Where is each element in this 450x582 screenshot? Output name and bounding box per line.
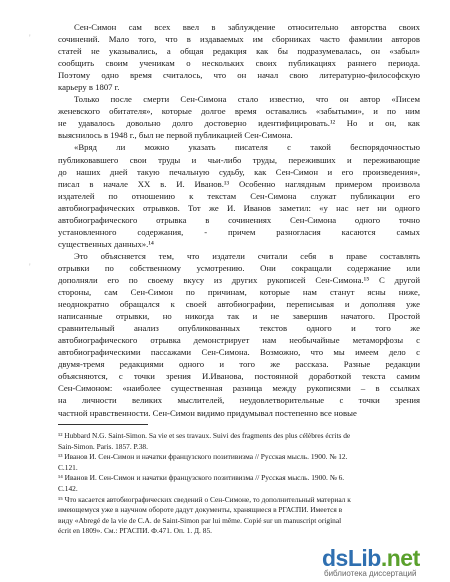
text-line: автобиографическими пассажами Сен-Симона. Возможно, что мы имеем дело с	[58, 347, 420, 358]
text-line: неоднократно обращался к своей автобиографии, переписывая и дополняя уже	[58, 299, 420, 310]
text-line: статей не указывались, а общая редакция как бы подразумевалась, он «забыл»	[58, 46, 420, 57]
footnote-line: ¹⁵ Что касается автобиографических сведений о Сен-Симоне, то дополнительный материал к	[58, 494, 351, 504]
text-line: «Вряд ли можно указать писателя с такой беспорядочностью	[74, 142, 420, 153]
dslib-watermark[interactable]	[322, 545, 446, 579]
footnotes	[58, 431, 420, 537]
footnote	[58, 473, 420, 494]
text-line: издателей по отношению к текстам Сен-Симона служат публикации его	[58, 190, 420, 201]
text-line: Сен-Симоном: «наиболее существенная разница между рукописями – в ссылках	[58, 383, 420, 394]
text-line: Поэтому одно время считалось, что он начал свою литературно-философскую	[58, 70, 420, 81]
text-line: частной нравственности. Сен-Симон видимо придумывал постепенно все новые	[58, 407, 357, 418]
text-line: дополняли его по своему вкусу из других рукописей Сен-Симона.¹⁵ С другой	[58, 274, 420, 285]
scan-mark-mid: '	[29, 262, 31, 272]
watermark-subtitle: библиотека диссертаций	[324, 569, 417, 578]
text-line: сравнительный анализ опубликованных текстов одного и того же	[58, 323, 420, 334]
text-line: автобиографических отрывков. Тот же И. Иванов заметил: «у нас нет ни одного	[58, 202, 420, 213]
footnote-line: ¹⁴ Иванов И. Сен-Симон и начатки французского позитивизма // Русская мысль. 1900. № 6.	[58, 473, 345, 483]
footnote	[58, 452, 420, 473]
paragraph	[58, 21, 420, 93]
body-text	[58, 21, 420, 419]
paragraph	[58, 250, 420, 419]
footnote-separator	[58, 424, 148, 425]
text-line: написанные отрывки, но никогда так и не завершив начатого. Простой	[58, 311, 420, 322]
dslib-logo: dsLib.net	[322, 545, 420, 571]
text-line: на личности великих мыслителей, неудовлетворительные с точки зрения	[58, 395, 420, 406]
footnote-line: écrit en 1809». См.: РГАСПИ. Ф.471. Оп. 1. Д. 85.	[58, 526, 212, 536]
text-line: до наших дней такую печальную судьбу, как Сен-Симон и его произведения»,	[58, 166, 420, 177]
text-line: существенных данных».¹⁴	[58, 238, 154, 249]
footnote	[58, 495, 420, 537]
text-line: Сен-Симон сам всех ввел в заблуждение относительно авторства своих	[74, 22, 420, 32]
paragraph	[58, 141, 420, 249]
text-line: Только после смерти Сен-Симона стало известно, что он автор «Писем	[74, 94, 420, 105]
footnote-line: ¹² Hubbard N.G. Saint-Simon. Sa vie et ses travaux. Suivi des fragments des plus célèbres écrits de	[58, 431, 351, 440]
text-line: автобиографического отрывка в сочинениях Сен-Симона одного точно	[58, 214, 420, 225]
footnote	[58, 431, 420, 452]
footnote-line: виду «Abregé de la vie de C.A. de Saint-Simon par lui même. Copié sur un manuscript original	[58, 515, 342, 525]
paragraph	[58, 93, 420, 141]
footnote-line: ¹³ Иванов И. Сен-Симон и начатки французского позитивизма // Русская мысль. 1900. № 12.	[58, 452, 348, 462]
footnote-line: С.121.	[58, 462, 78, 472]
text-line: писал в начале XX в. И. Иванов.¹³ Особенно наглядным примером произвола	[58, 178, 420, 189]
text-line: отрывки по собственному усмотрению. Они сокращали содержание или	[58, 262, 420, 273]
footnote-line: С.142.	[58, 483, 78, 493]
text-line: не удавалось довольно долго достоверно идентифицировать.¹² Но и он, как	[58, 118, 420, 129]
text-line: выяснилось в 1948 г., был не первой публикацией Сен-Симона.	[58, 130, 293, 141]
footnote-line: Sain-Simon. Paris. 1857. P.38.	[58, 441, 148, 451]
text-line: объясняются, с точки зрения И.Иванова, постоянной доработкой текста самим	[58, 371, 420, 382]
footnote-line: имеющемуся уже в научном обороте дадут документы, хранящиеся в РГАСПИ. Имеется в	[58, 505, 343, 515]
text-line: стороны, сам Сен-Симон по причинам, которые нам станут ясны ниже,	[58, 287, 420, 298]
text-line: Это объясняется тем, что издатели считали себя в праве составлять	[74, 250, 420, 261]
text-line: автобиографического отрывка демонстрирует нам необычайные метаморфозы с	[58, 335, 420, 346]
text-line: сочинений. Мало того, что в издаваемых им сборниках часто фамилии авторов	[58, 34, 420, 45]
text-line: сообщить своим ученикам о нескольких своих публикациях раннего периода.	[58, 58, 420, 69]
text-line: женевского обитателя», которые долгое время оставались «забытыми», и по ним	[58, 106, 420, 117]
text-line: установленного содержания, - причем разногласия касаются самых	[58, 226, 420, 237]
text-line: двумя-тремя редакциями одного и того же рассказа. Разные редакции	[58, 359, 420, 370]
text-line: карьеру в 1807 г.	[58, 82, 120, 93]
text-line: публиковавшего свои труды и чьи-либо труды, переживших и переживающие	[58, 154, 420, 165]
scan-mark-top: '	[29, 33, 31, 43]
